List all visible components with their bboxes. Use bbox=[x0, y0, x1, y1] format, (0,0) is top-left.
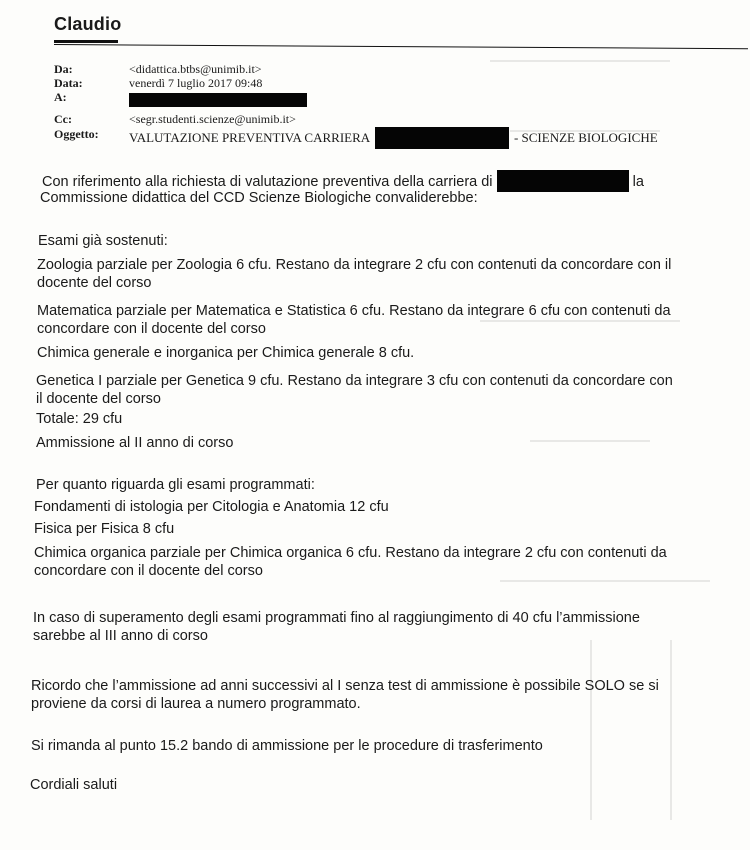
passed-total: Totale: 29 cfu bbox=[36, 411, 123, 427]
student-name-redaction bbox=[497, 170, 629, 192]
subject-suffix: - SCIENZE BIOLOGICHE bbox=[513, 130, 658, 145]
subject-redaction bbox=[375, 127, 509, 149]
paragraph-line: sarebbe al III anno di corso bbox=[33, 628, 208, 644]
paragraph-line: Si rimanda al punto 15.2 bando di ammissione per le procedure di trasferimento bbox=[31, 738, 543, 754]
passed-admission: Ammissione al II anno di corso bbox=[36, 435, 234, 451]
paragraph-line: In caso di superamento degli esami programmati fino al raggiungimento di 40 cfu l’ammissione bbox=[33, 610, 640, 626]
passed-heading: Esami già sostenuti: bbox=[38, 233, 168, 249]
passed-line: Matematica parziale per Matematica e Statistica 6 cfu. Restano da integrare 6 cfu con contenuti da bbox=[37, 303, 671, 319]
passed-line: docente del corso bbox=[37, 275, 152, 291]
cc-value: <segr.studenti.scienze@unimib.it> bbox=[129, 112, 296, 126]
sender-underline bbox=[54, 40, 118, 43]
passed-line: il docente del corso bbox=[36, 391, 161, 407]
planned-line: Chimica organica parziale per Chimica organica 6 cfu. Restano da integrare 2 cfu con contenuti da bbox=[34, 545, 667, 561]
paragraph-line: Ricordo che l’ammissione ad anni successivi al I senza test di ammissione è possibile SOLO se si bbox=[31, 678, 659, 694]
sender-name: Claudio bbox=[54, 14, 122, 34]
from-label: Da: bbox=[54, 62, 73, 76]
planned-line: concordare con il docente del corso bbox=[34, 563, 263, 579]
planned-line: Fondamenti di istologia per Citologia e Anatomia 12 cfu bbox=[34, 499, 389, 515]
to-redaction bbox=[129, 93, 307, 107]
signoff: Cordiali saluti bbox=[30, 777, 118, 793]
to-label: A: bbox=[54, 90, 67, 104]
date-label: Data: bbox=[54, 76, 83, 90]
passed-line: concordare con il docente del corso bbox=[37, 321, 266, 337]
date-value: venerdì 7 luglio 2017 09:48 bbox=[129, 76, 263, 90]
cc-label: Cc: bbox=[54, 112, 72, 126]
passed-line: Chimica generale e inorganica per Chimica generale 8 cfu. bbox=[37, 345, 415, 361]
intro-line-1: Con riferimento alla richiesta di valutazione preventiva della carriera di la bbox=[42, 170, 644, 192]
passed-line: Genetica I parziale per Genetica 9 cfu. Restano da integrare 3 cfu con contenuti da concordare con bbox=[36, 373, 673, 389]
intro-line-2: Commissione didattica del CCD Scienze Biologiche convaliderebbe: bbox=[40, 190, 478, 206]
planned-line: Fisica per Fisica 8 cfu bbox=[34, 521, 175, 537]
from-value: <didattica.btbs@unimib.it> bbox=[129, 62, 262, 76]
subject-label: Oggetto: bbox=[54, 127, 99, 141]
planned-heading: Per quanto riguarda gli esami programmati: bbox=[36, 477, 315, 493]
passed-line: Zoologia parziale per Zoologia 6 cfu. Restano da integrare 2 cfu con contenuti da concordare con il bbox=[37, 257, 672, 273]
subject-prefix: VALUTAZIONE PREVENTIVA CARRIERA bbox=[129, 130, 370, 145]
paragraph-line: proviene da corsi di laurea a numero programmato. bbox=[31, 696, 361, 712]
